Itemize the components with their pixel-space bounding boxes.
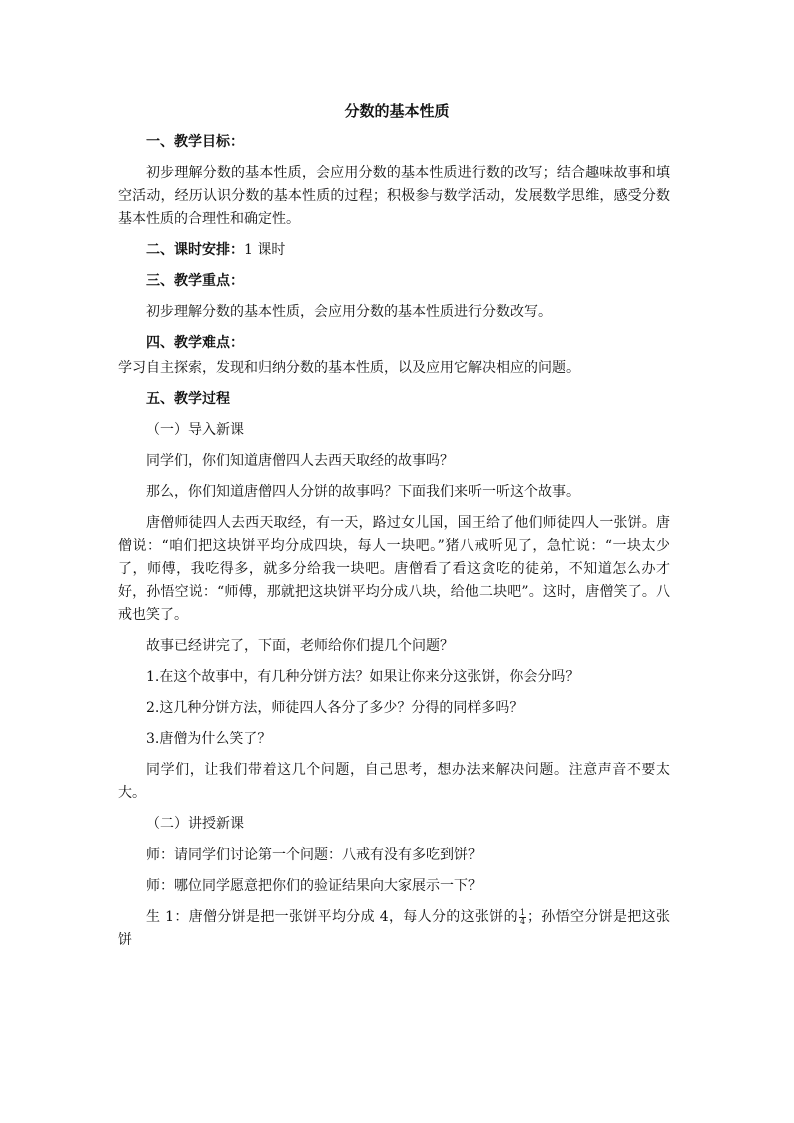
- section-process-heading: 五、教学过程: [146, 391, 230, 407]
- question-3: 3.唐僧为什么笑了？: [146, 731, 272, 747]
- section-objectives-heading: 一、教学目标：: [146, 134, 244, 150]
- document-body: [118, 131, 670, 960]
- section-key-points-body: 初步理解分数的基本性质，会应用分数的基本性质进行分数改写。: [146, 304, 552, 320]
- section-objectives-body: 初步理解分数的基本性质，会应用分数的基本性质进行数的改写；结合趣味故事和填空活动，经历认识分数的基本性质的过程；积极参与数学活动，发展数学思维，感受分数基本性质的合理性和确定性。: [118, 165, 670, 227]
- section-schedule: 二、课时安排：1 课时: [146, 242, 286, 258]
- part-intro-heading: （一）导入新课: [146, 422, 244, 438]
- section-difficulties-heading: 四、教学难点：: [146, 335, 244, 351]
- think-paragraph: 同学们，让我们带着这几个问题，自己思考，想办法来解决问题。注意声音不要太大。: [118, 762, 670, 801]
- teacher-line-1: 师：请同学们讨论第一个问题：八戒有没有多吃到饼？: [146, 847, 482, 863]
- story-paragraph: 唐僧师徒四人去西天取经，有一天，路过女儿国，国王给了他们师徒四人一张饼。唐僧说：“咱们把这块饼平均分成四块，每人一块吧。”猪八戒听见了，急忙说：“一块太少了，师傅，我吃得多，就多分给我一块吧。唐僧看了看这贪吃的徒弟，不知道怎么办才好，孙悟空说：“师傅，那就把这块饼平均分成八块，给他二块吧”。这时，唐僧笑了。八戒也笑了。: [118, 515, 670, 623]
- intro-paragraph-1: 同学们，你们知道唐僧四人去西天取经的故事吗？: [146, 453, 454, 469]
- schedule-value: 1 课时: [244, 242, 286, 258]
- teacher-line-2: 师：哪位同学愿意把你们的验证结果向大家展示一下？: [146, 878, 482, 894]
- section-key-points-heading: 三、教学重点：: [146, 273, 244, 289]
- questions-intro: 故事已经讲完了，下面，老师给你们提几个问题？: [146, 638, 454, 654]
- fraction-one-quarter: $\frac{1}{4}$: [519, 907, 526, 926]
- document-title: 分数的基本性质: [344, 102, 450, 120]
- question-1: 1.在这个故事中，有几种分饼方法？如果让你来分这张饼，你会分吗？: [146, 669, 580, 685]
- intro-paragraph-2: 那么，你们知道唐僧四人分饼的故事吗？下面我们来听一听这个故事。: [146, 484, 580, 500]
- question-2: 2.这几种分饼方法，师徒四人各分了多少？分得的同样多吗？: [146, 700, 524, 716]
- student-line-1: 生 1：唐僧分饼是把一张饼平均分成 4，每人分的这张饼的 $\frac{1}{4}$ ；孙悟空分饼是把这张饼: [118, 907, 670, 948]
- section-difficulties-body: 学习自主探索，发现和归纳分数的基本性质，以及应用它解决相应的问题。: [118, 360, 580, 376]
- part-new-lesson-heading: （二）讲授新课: [146, 816, 244, 832]
